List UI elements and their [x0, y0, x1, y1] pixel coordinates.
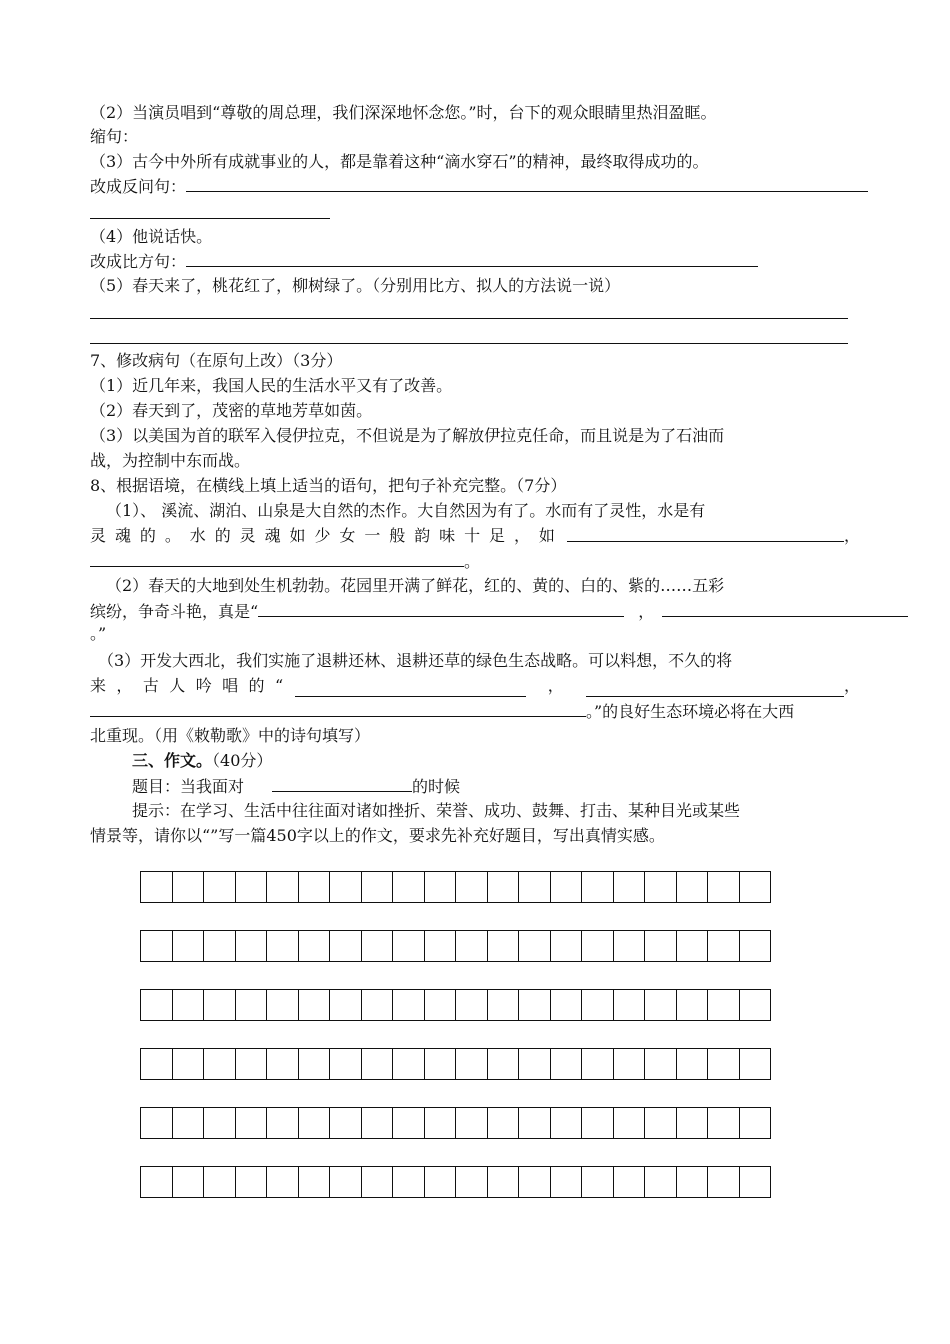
writing-cell[interactable]	[707, 871, 740, 903]
writing-cell[interactable]	[329, 1166, 362, 1198]
writing-cell[interactable]	[329, 989, 362, 1021]
comma: ，	[843, 676, 860, 695]
writing-cell[interactable]	[203, 1107, 236, 1139]
writing-grid-row	[140, 1048, 770, 1080]
comma: ，	[843, 526, 860, 545]
q8-p1-line1: （1）、 溪流、湖泊、山泉是大自然的杰作。大自然因为有了。水而有了灵性，水是有	[106, 501, 706, 520]
q8-title: 8、根据语境，在横线上填上适当的语句，把句子补充完整。（7分）	[90, 476, 567, 495]
q6-sentence-4-task	[90, 250, 758, 273]
writing-cell[interactable]	[581, 930, 614, 962]
writing-cell[interactable]	[140, 989, 173, 1021]
writing-cell[interactable]	[518, 930, 551, 962]
writing-cell[interactable]	[550, 1107, 583, 1139]
spread-char: 灵	[239, 526, 256, 545]
spread-char: 足	[489, 526, 506, 545]
writing-cell[interactable]	[424, 930, 457, 962]
q8-p1-line2	[90, 525, 860, 547]
answer-blank[interactable]	[258, 600, 624, 617]
task-label: 改成比方句：	[90, 252, 187, 271]
composition-hint-1: 提示：在学习、生活中往往面对诸如挫折、荣誉、成功、鼓舞、打击、某种目光或某些	[132, 801, 741, 820]
writing-cell[interactable]	[707, 930, 740, 962]
writing-cell[interactable]	[266, 1166, 299, 1198]
q6-sentence-3: （3）古今中外所有成就事业的人，都是靠着这种“滴水穿石”的精神，最终取得成功的。	[90, 152, 709, 171]
q8-p3-line1: （3）开发大西北，我们实施了退耕还林、退耕还草的绿色生态战略。可以料想，不久的将	[98, 651, 733, 670]
writing-cell[interactable]	[424, 1107, 457, 1139]
writing-cell[interactable]	[172, 1166, 205, 1198]
writing-cell[interactable]	[140, 871, 173, 903]
writing-grid-row	[140, 1107, 770, 1139]
q8-p3-line4: 北重现。（用《敕勒歌》中的诗句填写）	[90, 726, 371, 745]
comma: ，	[638, 602, 655, 621]
spread-char: 少	[314, 526, 331, 545]
writing-cell[interactable]	[424, 1048, 457, 1080]
writing-cell[interactable]	[550, 1048, 583, 1080]
spread-char: 的	[214, 526, 231, 545]
spread-char: 灵	[90, 526, 107, 545]
writing-cell[interactable]	[739, 989, 772, 1021]
writing-cell[interactable]	[487, 989, 520, 1021]
writing-cell[interactable]	[266, 871, 299, 903]
writing-cell[interactable]	[550, 989, 583, 1021]
composition-topic	[132, 775, 460, 798]
writing-cell[interactable]	[140, 930, 173, 962]
writing-cell[interactable]	[581, 1166, 614, 1198]
answer-line[interactable]	[90, 343, 848, 344]
writing-cell[interactable]	[676, 871, 709, 903]
answer-line[interactable]	[90, 218, 330, 219]
writing-cell[interactable]	[298, 1048, 331, 1080]
spread-char: ，	[513, 526, 530, 545]
writing-cell[interactable]	[140, 1166, 173, 1198]
spread-char: “	[274, 676, 284, 695]
writing-cell[interactable]	[676, 1166, 709, 1198]
answer-blank[interactable]	[567, 525, 844, 542]
q8-p2-line1: （2）春天的大地到处生机勃勃。花园里开满了鲜花，红的、黄的、白的、紫的……五彩	[106, 576, 725, 595]
writing-cell[interactable]	[707, 1107, 740, 1139]
writing-grid-row	[140, 871, 770, 903]
writing-cell[interactable]	[298, 1166, 331, 1198]
answer-blank[interactable]	[90, 700, 586, 717]
answer-line[interactable]	[90, 318, 848, 319]
writing-cell[interactable]	[581, 989, 614, 1021]
answer-blank[interactable]	[662, 600, 908, 617]
writing-cell[interactable]	[140, 1048, 173, 1080]
q6-sentence-3-task	[90, 175, 868, 198]
writing-cell[interactable]	[518, 871, 551, 903]
spread-char: 吟	[195, 676, 212, 695]
writing-cell[interactable]	[455, 1107, 488, 1139]
spread-char: 的	[248, 676, 265, 695]
writing-cell[interactable]	[266, 1107, 299, 1139]
spread-text	[90, 675, 295, 697]
writing-cell[interactable]	[707, 1166, 740, 1198]
topic-suffix: 的时候	[412, 777, 461, 796]
writing-cell[interactable]	[550, 871, 583, 903]
writing-cell[interactable]	[739, 1048, 772, 1080]
q7-item: （3）以美国为首的联军入侵伊拉克，不但说是为了解放伊拉克任命，而且说是为了石油而	[90, 426, 725, 445]
writing-cell[interactable]	[361, 1048, 394, 1080]
writing-cell[interactable]	[235, 930, 268, 962]
composition-heading	[132, 750, 272, 772]
spread-char: 十	[464, 526, 481, 545]
writing-cell[interactable]	[518, 1166, 551, 1198]
writing-cell[interactable]	[676, 989, 709, 1021]
spread-char: ，	[116, 676, 133, 695]
spread-char: 一	[364, 526, 381, 545]
q7-item: （1）近几年来，我国人民的生活水平又有了改善。	[90, 376, 453, 395]
writing-cell[interactable]	[140, 1107, 173, 1139]
writing-cell[interactable]	[361, 871, 394, 903]
writing-cell[interactable]	[235, 1166, 268, 1198]
q8-p2-line3: 。”	[90, 624, 107, 643]
writing-cell[interactable]	[518, 1048, 551, 1080]
writing-cell[interactable]	[487, 1166, 520, 1198]
writing-cell[interactable]	[676, 930, 709, 962]
writing-cell[interactable]	[392, 1048, 425, 1080]
writing-cell[interactable]	[487, 930, 520, 962]
writing-cell[interactable]	[361, 989, 394, 1021]
writing-cell[interactable]	[361, 1107, 394, 1139]
writing-cell[interactable]	[518, 1107, 551, 1139]
writing-cell[interactable]	[392, 989, 425, 1021]
answer-blank[interactable]	[586, 680, 844, 697]
writing-cell[interactable]	[613, 1048, 646, 1080]
writing-cell[interactable]	[613, 871, 646, 903]
writing-cell[interactable]	[235, 871, 268, 903]
q6-sentence-4: （4）他说话快。	[90, 227, 213, 246]
writing-cell[interactable]	[172, 871, 205, 903]
writing-cell[interactable]	[203, 930, 236, 962]
answer-blank[interactable]	[295, 680, 526, 697]
writing-cell[interactable]	[518, 989, 551, 1021]
writing-cell[interactable]	[392, 930, 425, 962]
spread-char: 水	[189, 526, 206, 545]
writing-cell[interactable]	[172, 930, 205, 962]
writing-cell[interactable]	[203, 871, 236, 903]
spread-char: 味	[439, 526, 456, 545]
writing-cell[interactable]	[361, 930, 394, 962]
writing-cell[interactable]	[203, 1048, 236, 1080]
writing-cell[interactable]	[329, 871, 362, 903]
q8-p3-line3	[90, 700, 794, 723]
writing-cell[interactable]	[235, 1107, 268, 1139]
spread-char: 女	[339, 526, 356, 545]
writing-cell[interactable]	[613, 930, 646, 962]
spread-char: 韵	[414, 526, 431, 545]
writing-cell[interactable]	[203, 1166, 236, 1198]
p2-text: 缤纷，争奇斗艳，真是“	[90, 602, 259, 621]
writing-cell[interactable]	[172, 989, 205, 1021]
writing-grid-row	[140, 989, 770, 1021]
answer-blank[interactable]	[186, 175, 868, 192]
q8-p3-line2	[90, 675, 860, 697]
writing-cell[interactable]	[455, 1166, 488, 1198]
answer-blank[interactable]	[90, 550, 464, 567]
q8-p2-line2	[90, 600, 908, 623]
writing-cell[interactable]	[172, 1107, 205, 1139]
spread-char: 魂	[264, 526, 281, 545]
spread-char: 古	[142, 676, 159, 695]
writing-cell[interactable]	[707, 1048, 740, 1080]
writing-cell[interactable]	[581, 1048, 614, 1080]
answer-blank[interactable]	[186, 250, 758, 267]
writing-cell[interactable]	[392, 871, 425, 903]
writing-cell[interactable]	[172, 1048, 205, 1080]
writing-cell[interactable]	[487, 1107, 520, 1139]
writing-cell[interactable]	[424, 871, 457, 903]
q6-sentence-2-task: 缩句：	[90, 127, 139, 146]
spread-char: 的	[139, 526, 156, 545]
writing-cell[interactable]	[644, 1048, 677, 1080]
writing-cell[interactable]	[298, 871, 331, 903]
writing-cell[interactable]	[550, 1166, 583, 1198]
writing-cell[interactable]	[581, 871, 614, 903]
writing-cell[interactable]	[266, 989, 299, 1021]
writing-cell[interactable]	[298, 1107, 331, 1139]
writing-cell[interactable]	[329, 1048, 362, 1080]
spread-char: 。	[164, 526, 181, 545]
comma: ，	[547, 676, 564, 695]
writing-cell[interactable]	[676, 1107, 709, 1139]
writing-cell[interactable]	[739, 1107, 772, 1139]
spread-char: 魂	[114, 526, 131, 545]
writing-cell[interactable]	[739, 1166, 772, 1198]
writing-cell[interactable]	[676, 1048, 709, 1080]
writing-cell[interactable]	[455, 1048, 488, 1080]
writing-cell[interactable]	[487, 1048, 520, 1080]
writing-cell[interactable]	[487, 871, 520, 903]
writing-cell[interactable]	[392, 1166, 425, 1198]
writing-cell[interactable]	[581, 1107, 614, 1139]
q7-item: （2）春天到了，茂密的草地芳草如茵。	[90, 401, 373, 420]
writing-cell[interactable]	[424, 989, 457, 1021]
task-label: 改成反问句：	[90, 177, 187, 196]
section-title: 三、作文。	[132, 751, 213, 770]
writing-cell[interactable]	[455, 989, 488, 1021]
writing-cell[interactable]	[361, 1166, 394, 1198]
q6-sentence-5: （5）春天来了，桃花红了，柳树绿了。（分别用比方、拟人的方法说一说）	[90, 276, 621, 295]
q6-sentence-2: （2）当演员唱到“尊敬的周总理，我们深深地怀念您。”时，台下的观众眼睛里热泪盈眶。	[90, 103, 717, 122]
writing-cell[interactable]	[644, 871, 677, 903]
writing-cell[interactable]	[235, 989, 268, 1021]
topic-label: 题目：当我面对	[132, 777, 245, 796]
writing-cell[interactable]	[644, 989, 677, 1021]
writing-cell[interactable]	[424, 1166, 457, 1198]
writing-cell[interactable]	[455, 930, 488, 962]
writing-cell[interactable]	[613, 989, 646, 1021]
writing-cell[interactable]	[644, 930, 677, 962]
writing-cell[interactable]	[298, 989, 331, 1021]
p3-text: 。”的良好生态环境必将在大西	[586, 702, 795, 721]
spread-char: 如	[289, 526, 306, 545]
writing-cell[interactable]	[392, 1107, 425, 1139]
q7-item: 战，为控制中东而战。	[90, 451, 251, 470]
topic-blank[interactable]	[272, 775, 412, 792]
spread-char: 来	[90, 676, 107, 695]
spread-char: 人	[169, 676, 186, 695]
writing-cell[interactable]	[613, 1107, 646, 1139]
writing-cell[interactable]	[455, 871, 488, 903]
writing-cell[interactable]	[203, 989, 236, 1021]
spread-char: 如	[538, 526, 555, 545]
writing-cell[interactable]	[266, 930, 299, 962]
q7-title: 7、修改病句（在原句上改）（3分）	[90, 351, 343, 370]
period: 。	[464, 552, 481, 571]
writing-cell[interactable]	[644, 1166, 677, 1198]
spread-text	[90, 525, 567, 547]
writing-grid-row	[140, 1166, 770, 1198]
writing-cell[interactable]	[550, 930, 583, 962]
writing-cell[interactable]	[644, 1107, 677, 1139]
section-score: （40分）	[212, 751, 273, 770]
spread-char: 唱	[222, 676, 239, 695]
writing-cell[interactable]	[613, 1166, 646, 1198]
writing-cell[interactable]	[739, 930, 772, 962]
writing-cell[interactable]	[739, 871, 772, 903]
writing-cell[interactable]	[707, 989, 740, 1021]
writing-cell[interactable]	[298, 930, 331, 962]
writing-cell[interactable]	[329, 930, 362, 962]
writing-cell[interactable]	[329, 1107, 362, 1139]
writing-cell[interactable]	[235, 1048, 268, 1080]
writing-grid-row	[140, 930, 770, 962]
writing-cell[interactable]	[266, 1048, 299, 1080]
composition-hint-2: 情景等，请你以“”写一篇450字以上的作文，要求先补充好题目，写出真情实感。	[90, 826, 665, 845]
q8-p1-line3	[90, 550, 480, 573]
spread-char: 般	[389, 526, 406, 545]
